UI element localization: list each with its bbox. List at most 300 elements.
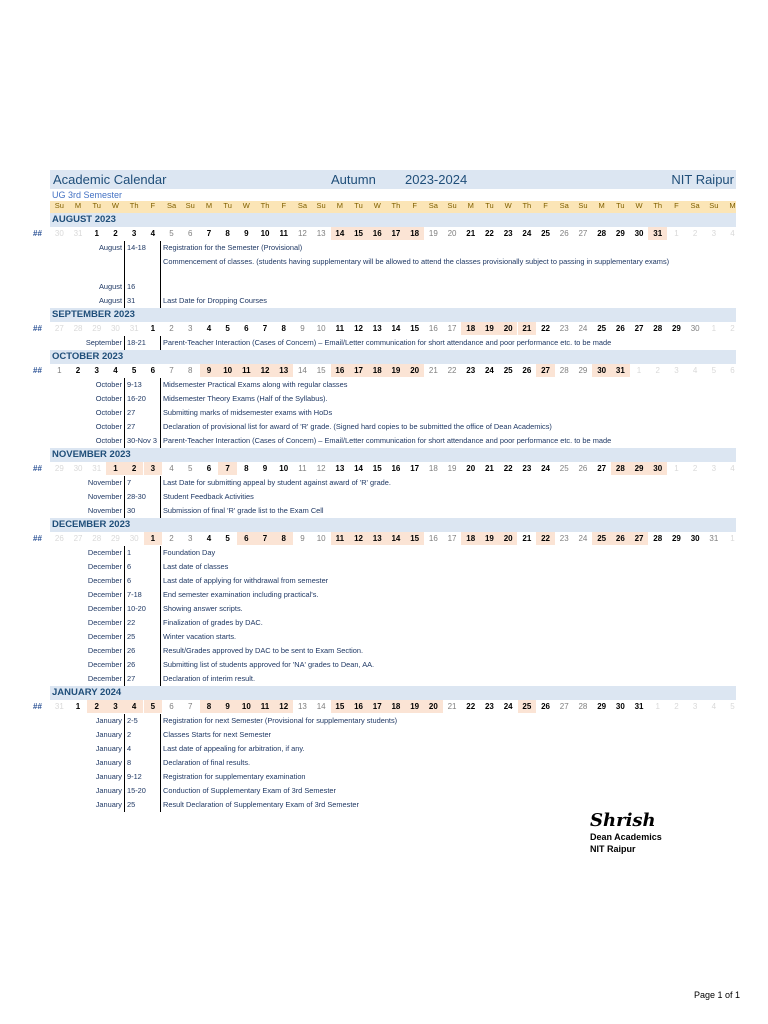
date-cell: 13 [372,324,382,333]
event-description: Registration for supplementary examination [160,770,736,784]
date-cell: 26 [522,366,532,375]
date-cell: 19 [447,464,457,473]
event-row [50,378,736,392]
event-row [50,392,736,406]
event-month: December [87,604,122,613]
date-cell: 3 [674,366,679,375]
date-cell: 5 [144,700,163,713]
date-row [33,700,736,714]
date-cell: 14 [391,324,401,333]
event-date: 25 [124,798,163,812]
date-cell: 15 [349,227,368,240]
date-cell: 10 [316,534,326,543]
date-cell: 31 [634,702,644,711]
signatory-title: Dean Academics [590,832,662,842]
date-cell: 1 [655,702,660,711]
month-header: DECEMBER 2023 [50,518,736,532]
event-row [50,255,736,280]
event-description: Midsemester Practical Exams along with regular classes [160,378,736,392]
date-cell: 24 [578,324,588,333]
date-cell: 21 [428,366,438,375]
date-cell: 2 [692,229,698,238]
date-cell: 21 [466,229,476,238]
date-cell: 27 [54,324,64,333]
date-cell: 16 [368,227,387,240]
date-cell: 29 [671,324,681,333]
date-cell: 21 [518,322,537,335]
date-cell: 3 [144,462,163,475]
row-marker: ## [33,534,42,543]
event-date: 6 [124,560,163,574]
date-cell: 3 [106,700,125,713]
event-row [50,546,736,560]
date-cell: 24 [522,229,532,238]
date-cell: 24 [541,464,550,473]
event-date: 1 [124,546,163,560]
event-description: Showing answer scripts. [160,602,736,616]
day-of-week-cell: F [281,201,287,210]
date-cell: 30 [592,364,611,377]
day-of-week-cell: Sa [166,201,177,210]
day-of-week-cell: W [635,201,643,210]
date-cell: 10 [237,700,256,713]
months-container [33,213,736,812]
date-cell: 16 [391,464,401,473]
date-cell: 15 [316,366,326,375]
event-row [50,784,736,798]
date-cell: 12 [256,364,275,377]
date-cell: 11 [256,700,275,713]
day-of-week-cell: M [729,201,736,210]
day-of-week-cell: Su [447,201,457,210]
event-row [50,574,736,588]
date-cell: 8 [244,464,249,473]
day-of-week-cell: F [412,201,417,210]
date-cell: 12 [274,700,293,713]
date-cell: 19 [480,532,499,545]
date-cell: 14 [387,532,406,545]
event-date: 6 [124,574,163,588]
signature: Shrish [590,810,656,831]
date-cell: 27 [630,532,649,545]
date-cell: 19 [405,700,424,713]
day-of-week-cell: M [74,201,82,210]
date-cell: 12 [349,532,368,545]
date-cell: 1 [144,532,163,545]
date-cell: 9 [218,700,237,713]
event-description: Parent-Teacher Interaction (Cases of Concern) – Email/Letter communication for short attendance and poor performance etc. to be made [160,434,736,448]
event-row [50,742,736,756]
date-cell: 1 [730,534,735,543]
event-date: 22 [124,616,163,630]
date-cell: 29 [54,464,64,473]
date-cell: 9 [262,464,268,473]
row-marker: ## [33,324,42,333]
date-cell: 30 [129,534,139,543]
institute-label: NIT Raipur [671,172,734,187]
semester-subtitle: UG 3rd Semester [52,190,123,200]
row-marker: ## [33,464,42,473]
event-date: 15-20 [124,784,163,798]
date-cell: 10 [218,364,237,377]
calendar-title: Academic Calendar [53,172,167,187]
event-month: December [87,548,122,557]
date-cell: 21 [484,464,494,473]
date-cell: 18 [387,700,406,713]
date-cell: 29 [615,229,625,238]
event-date: 16-20 [124,392,163,406]
event-month: October [95,436,122,445]
date-cell: 8 [274,532,293,545]
event-row [50,336,736,350]
date-cell: 18 [461,322,480,335]
date-cell: 1 [106,462,125,475]
date-cell: 9 [244,229,249,238]
day-of-week-header [50,201,736,213]
date-cell: 3 [711,229,717,238]
date-cell: 26 [615,324,625,333]
date-cell: 1 [636,366,642,375]
event-description: Parent-Teacher Interaction (Cases of Concern) – Email/Letter communication for short attendance and poor performance etc. to be made [160,336,736,350]
date-cell: 6 [244,324,249,333]
date-cell: 29 [630,462,649,475]
date-cell: 22 [536,532,555,545]
date-cell: 7 [169,366,174,375]
date-cell: 7 [262,324,268,333]
event-date: 16 [124,280,163,294]
date-cell: 16 [349,700,368,713]
date-cell: 16 [428,534,438,543]
day-of-week-cell: Sa [428,201,438,210]
date-cell: 10 [260,229,270,238]
month-header: OCTOBER 2023 [50,350,736,364]
event-row [50,770,736,784]
date-cell: 30 [54,229,64,238]
event-month: December [87,576,122,585]
date-cell: 7 [206,229,212,238]
date-cell: 12 [297,229,307,238]
date-cell: 30 [73,464,83,473]
date-cell: 17 [410,464,420,473]
date-row [33,227,736,241]
date-cell: 28 [611,462,630,475]
date-cell: 2 [169,534,174,543]
row-marker: ## [33,702,42,711]
date-cell: 26 [611,532,630,545]
event-date: 9-13 [124,378,163,392]
date-cell: 9 [200,364,219,377]
title-bar [50,170,736,189]
date-cell: 5 [711,366,717,375]
event-date: 25 [124,630,163,644]
date-cell: 3 [692,702,698,711]
date-cell: 2 [75,366,81,375]
date-cell: 13 [316,229,326,238]
day-of-week-cell: Tu [616,201,625,210]
month-header: SEPTEMBER 2023 [50,308,736,322]
day-of-week-cell: Th [391,201,401,210]
event-date: 27 [124,406,163,420]
event-row [50,672,736,686]
event-description: Submission of final 'R' grade list to the Exam Cell [160,504,736,518]
day-of-week-cell: W [242,201,250,210]
event-description: Last Date for submitting appeal by student against award of 'R' grade. [160,476,736,490]
event-description [160,280,736,294]
event-description: Foundation Day [160,546,736,560]
date-cell: 20 [466,464,476,473]
date-cell: 3 [711,464,717,473]
event-month: January [95,730,122,739]
event-date: 26 [124,658,163,672]
date-cell: 20 [424,700,443,713]
day-of-week-cell: Tu [92,201,101,210]
event-description: End semester examination including practical's. [160,588,736,602]
date-cell: 2 [125,462,144,475]
date-cell: 29 [92,324,102,333]
signature-block [590,810,662,855]
date-cell: 6 [206,464,212,473]
event-month: December [87,590,122,599]
date-cell: 23 [503,229,513,238]
date-cell: 4 [125,700,144,713]
date-cell: 9 [300,534,305,543]
date-cell: 2 [87,700,106,713]
date-cell: 19 [480,322,499,335]
date-cell: 31 [54,702,64,711]
date-cell: 29 [597,702,607,711]
date-cell: 4 [206,324,212,333]
event-month: January [95,772,122,781]
date-cell: 18 [461,532,480,545]
date-cell: 2 [692,464,698,473]
date-cell: 8 [281,324,286,333]
signatory-institute: NIT Raipur [590,844,636,854]
date-cell: 24 [484,366,494,375]
date-cell: 30 [690,534,700,543]
date-cell: 26 [559,229,569,238]
day-of-week-cell: F [543,201,548,210]
date-cell: 8 [200,700,219,713]
event-date: 30-Nov 3 [124,434,163,448]
event-month: October [95,380,122,389]
date-cell: 4 [150,229,156,238]
event-date: 14-18 [124,241,163,255]
event-date: 2 [124,728,163,742]
day-of-week-cell: M [467,201,474,210]
date-cell: 23 [466,366,476,375]
date-cell: 14 [316,702,326,711]
event-row [50,280,736,294]
date-cell: 1 [674,229,679,238]
day-of-week-cell: W [373,201,381,210]
date-cell: 11 [331,532,350,545]
date-cell: 26 [541,702,550,711]
date-cell: 29 [110,534,120,543]
date-cell: 3 [188,324,193,333]
date-cell: 27 [578,229,588,238]
month-header: JANUARY 2024 [50,686,736,700]
event-date: 26 [124,644,163,658]
date-cell: 20 [447,229,457,238]
date-cell: 4 [206,534,212,543]
date-cell: 1 [150,324,156,333]
date-cell: 19 [428,229,438,238]
date-cell: 17 [447,324,457,333]
date-cell: 1 [674,464,679,473]
event-month: December [87,562,122,571]
month-header: AUGUST 2023 [50,213,736,227]
date-cell: 25 [518,700,537,713]
date-cell: 16 [428,324,438,333]
event-date: 2-5 [124,714,163,728]
day-of-week-cell: F [150,201,156,210]
date-cell: 1 [94,229,99,238]
date-cell: 25 [592,532,611,545]
date-cell: 25 [541,229,550,238]
event-date: 18-21 [124,336,163,350]
date-cell: 19 [387,364,406,377]
date-cell: 15 [331,700,350,713]
date-cell: 25 [503,366,513,375]
date-cell: 13 [274,364,293,377]
event-month: November [87,492,122,501]
date-cell: 14 [297,366,307,375]
date-cell: 5 [730,702,735,711]
event-month: January [95,758,122,767]
date-cell: 28 [597,229,607,238]
date-cell: 27 [559,702,569,711]
event-row [50,616,736,630]
date-cell: 27 [536,364,555,377]
date-cell: 10 [279,464,289,473]
date-cell: 13 [335,464,345,473]
day-of-week-cell: Su [185,201,195,210]
date-cell: 11 [237,364,256,377]
date-cell: 21 [447,702,457,711]
day-of-week-cell: Th [522,201,532,210]
event-row [50,490,736,504]
event-month: August [98,296,122,305]
day-of-week-cell: M [598,201,605,210]
date-cell: 28 [559,366,569,375]
event-description: Registration for the Semester (Provisional) [160,241,736,255]
date-cell: 30 [615,702,625,711]
date-cell: 20 [405,364,424,377]
day-of-week-cell: M [205,201,213,210]
event-description: Last date of applying for withdrawal from semester [160,574,736,588]
date-cell: 15 [405,532,424,545]
date-cell: 22 [541,324,550,333]
date-cell: 17 [447,534,457,543]
row-marker: ## [33,366,42,375]
date-cell: 31 [129,324,139,333]
session-label: Autumn [331,172,376,187]
date-cell: 30 [690,324,700,333]
date-cell: 5 [131,366,137,375]
event-date: 7 [124,476,163,490]
date-cell: 5 [225,324,230,333]
date-cell: 2 [674,702,679,711]
date-cell: 28 [92,534,102,543]
date-cell: 17 [349,364,368,377]
row-marker: ## [33,229,42,238]
event-row [50,434,736,448]
date-cell: 5 [188,464,193,473]
date-cell: 6 [730,366,735,375]
event-month: December [87,646,122,655]
date-cell: 31 [73,229,83,238]
date-cell: 8 [225,229,230,238]
date-cell: 2 [655,366,660,375]
date-cell: 14 [354,464,363,473]
day-of-week-cell: F [674,201,679,210]
event-date: 8 [124,756,163,770]
event-row [50,602,736,616]
date-cell: 4 [169,464,174,473]
event-description: Submitting list of students approved for 'NA' grades to Dean, AA. [160,658,736,672]
date-cell: 5 [169,229,174,238]
event-row [50,728,736,742]
date-cell: 2 [730,324,735,333]
date-cell: 12 [316,464,326,473]
date-cell: 23 [522,464,532,473]
event-date: 28-30 [124,490,163,504]
date-cell: 18 [368,364,387,377]
event-row [50,406,736,420]
day-of-week-cell: Su [316,201,326,210]
date-cell: 31 [648,227,667,240]
event-month: October [95,394,122,403]
event-description: Commencement of classes. (students having supplementary will be allowed to attend the classes provisionally subject to passing in supplementary exams) [160,255,736,280]
event-month: December [87,674,122,683]
date-cell: 4 [730,464,735,473]
date-cell: 10 [316,324,326,333]
event-description: Result/Grades approved by DAC to be sent to Exam Section. [160,644,736,658]
date-cell: 28 [578,702,588,711]
date-cell: 17 [368,700,387,713]
date-cell: 27 [634,324,644,333]
date-cell: 28 [73,324,83,333]
event-date: 27 [124,420,163,434]
date-cell: 25 [559,464,569,473]
day-of-week-cell: W [111,201,119,210]
event-month: January [95,744,122,753]
date-cell: 23 [559,534,569,543]
date-cell: 4 [113,366,118,375]
event-description: Registration for next Semester (Provisional for supplementary students) [160,714,736,728]
date-cell: 7 [256,532,275,545]
date-cell: 1 [57,366,62,375]
date-cell: 6 [237,532,256,545]
date-cell: 13 [368,532,387,545]
date-cell: 30 [648,462,667,475]
date-cell: 26 [578,464,588,473]
date-cell: 4 [692,366,698,375]
date-cell: 14 [331,227,350,240]
date-cell: 7 [188,702,193,711]
date-cell: 3 [131,229,137,238]
day-of-week-cell: Th [260,201,270,210]
date-cell: 24 [503,702,513,711]
day-of-week-cell: Tu [354,201,363,210]
event-row [50,476,736,490]
date-cell: 9 [300,324,305,333]
date-cell: 18 [428,464,438,473]
event-description: Declaration of interim result. [160,672,736,686]
date-cell: 3 [188,534,193,543]
event-row [50,630,736,644]
date-row [33,532,736,546]
